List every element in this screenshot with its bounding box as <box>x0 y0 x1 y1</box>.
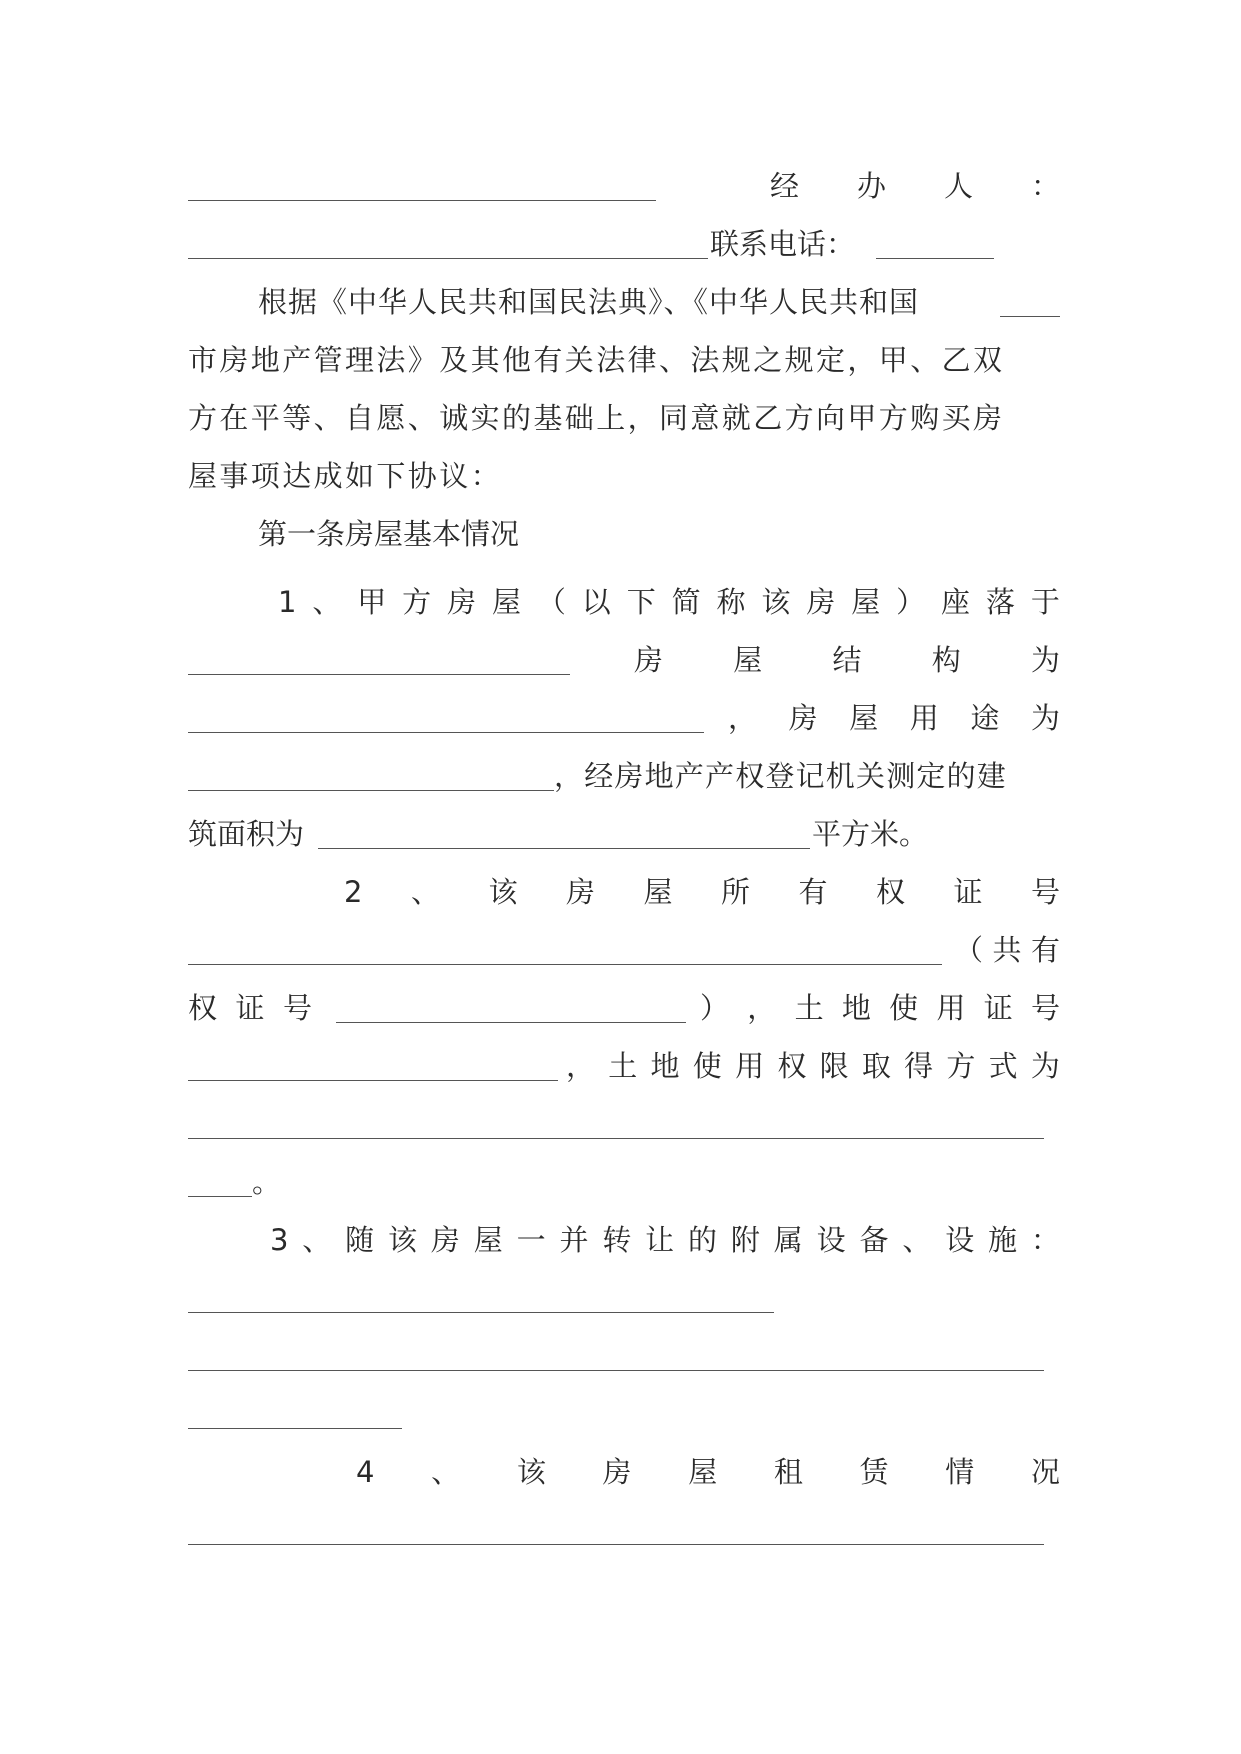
preamble-line-2: 市房地产管理法》及其他有关法律、法规之规定，甲、乙双 <box>188 343 1005 377</box>
structure-blank-rule <box>188 732 704 733</box>
agent-blank-rule <box>188 200 656 201</box>
item-1-line-1: 1 、 甲 方 房 屋 （ 以 下 简 称 该 房 屋 ） 座 落 于 <box>278 585 1060 619</box>
item-1-line-4: ，经房地产产权登记机关测定的建 <box>188 754 1060 798</box>
equipment-blank-rule-1 <box>188 1312 774 1313</box>
phone-line <box>188 222 1060 266</box>
item-1-line-5: 筑面积为 平方米。 <box>188 817 929 851</box>
location-blank-rule <box>188 674 570 675</box>
item-1-line-3: ， 房 屋 用 途 为 <box>188 696 1060 740</box>
equipment-blank-rule-2 <box>188 1370 1044 1371</box>
item-2-line-5 <box>188 1102 1060 1146</box>
co-ownership-blank-rule <box>336 1022 686 1023</box>
phone-blank-rule <box>876 258 994 259</box>
item-3-line-3 <box>188 1334 1060 1378</box>
usage-blank-rule <box>188 790 554 791</box>
phone-label: 联系电话： <box>710 227 856 261</box>
land-method-blank-rule <box>188 1138 1044 1139</box>
preamble-line-3: 方在平等、自愿、诚实的基础上，同意就乙方向甲方购买房 <box>188 401 1005 435</box>
agent-line <box>188 164 1060 208</box>
land-method-blank-rule-end <box>188 1196 252 1197</box>
equipment-blank-rule-3 <box>188 1428 402 1429</box>
item-1-line-2: 房 屋 结 构 为 <box>188 638 1060 682</box>
agent-label: 经 办 人 ： <box>770 169 1060 203</box>
blank-rule <box>188 258 708 259</box>
land-cert-blank-rule <box>188 1080 558 1081</box>
item-3-line-4 <box>188 1392 1060 1436</box>
preamble-line-4: 屋事项达成如下协议： <box>188 459 503 493</box>
item-2-line-3: 权 证 号 ） ， 土 地 使 用 证 号 <box>188 991 1060 1025</box>
item-3-line-1: 3 、 随 该 房 屋 一 并 转 让 的 附 属 设 备 、 设 施 ： <box>270 1223 1060 1257</box>
item-2-line-4: ， 土 地 使 用 权 限 取 得 方 式 为 <box>188 1044 1060 1088</box>
item-2-line-1: 2 、 该 房 屋 所 有 权 证 号 <box>344 875 1060 909</box>
lease-blank-rule <box>188 1544 1044 1545</box>
area-blank-rule <box>318 848 810 849</box>
item-2-line-2: （ 共 有 <box>188 928 1060 972</box>
ownership-cert-blank-rule <box>188 964 942 965</box>
item-4-line-2 <box>188 1508 1060 1552</box>
article-1-title: 第一条房屋基本情况 <box>258 517 520 551</box>
item-4-line-1: 4 、 该 房 屋 租 赁 情 况 <box>356 1455 1060 1489</box>
city-blank-rule <box>1000 316 1060 317</box>
item-3-line-2 <box>188 1276 1060 1320</box>
item-2-line-6: 。 <box>188 1160 1060 1204</box>
preamble-line-1: 根据《中华人民共和国民法典》、《中华人民共和国 <box>188 280 1060 324</box>
